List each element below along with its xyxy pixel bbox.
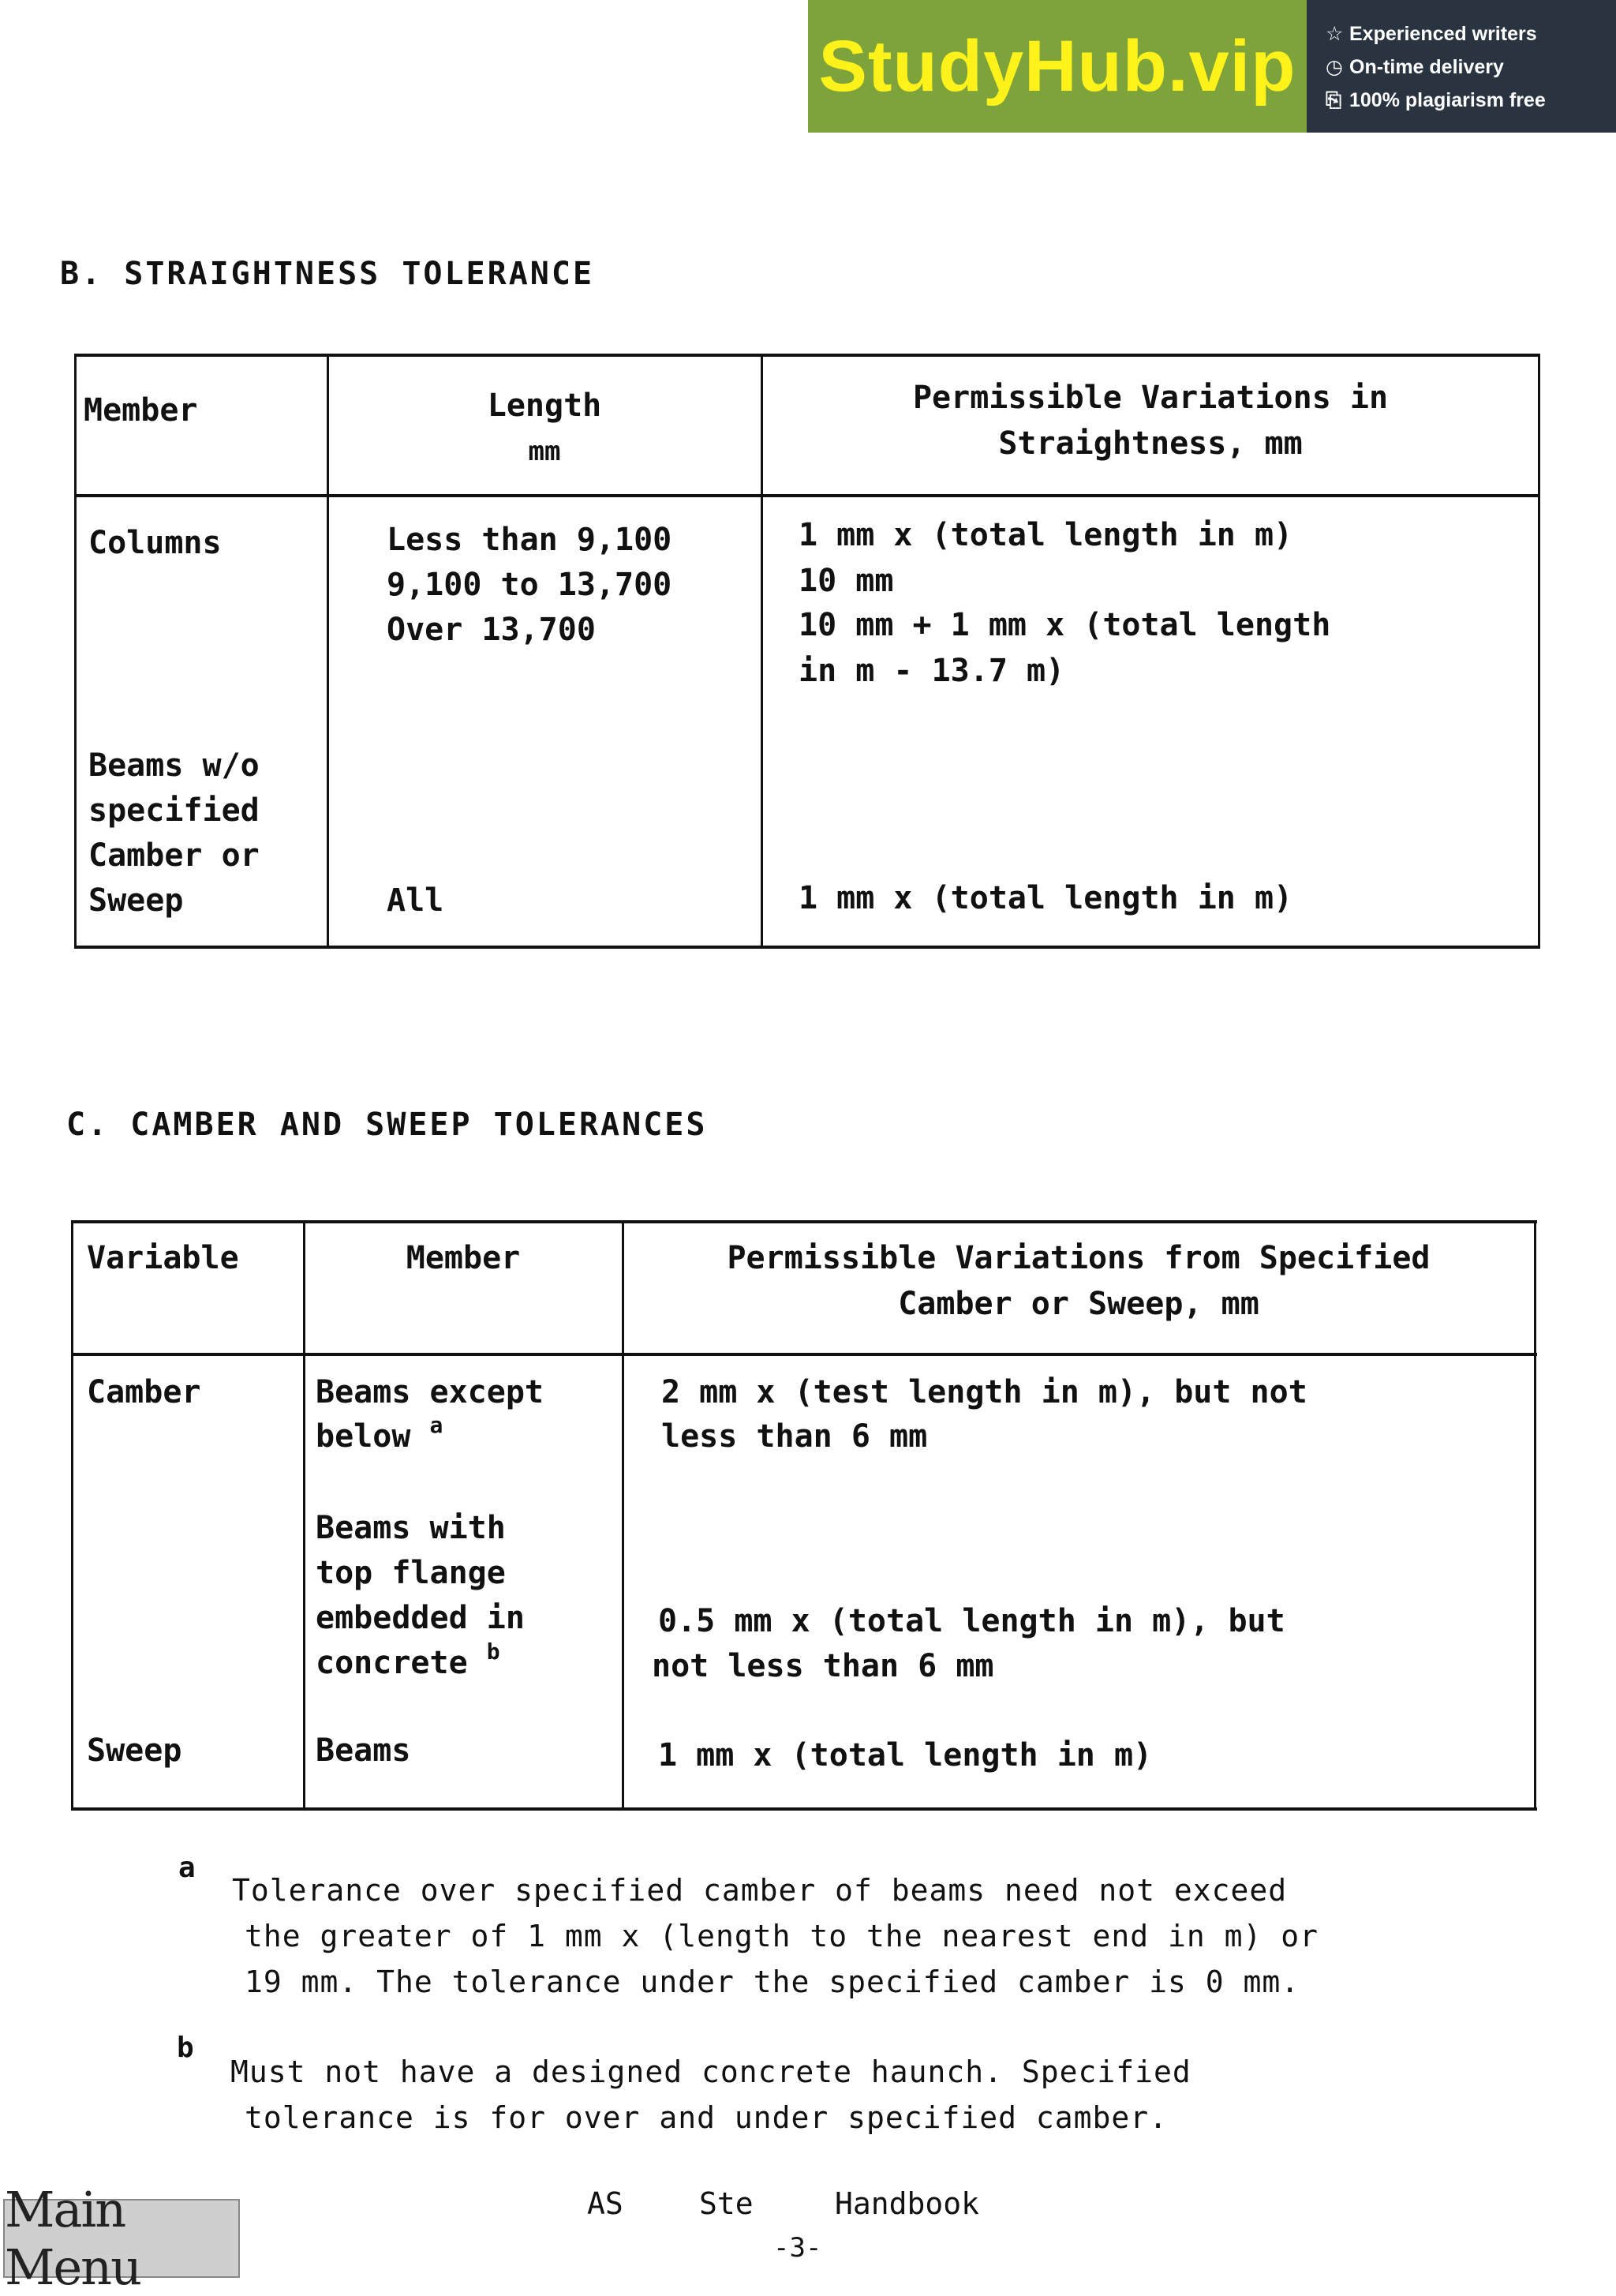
table-border-left [71, 1220, 73, 1811]
feature-plagiarism [1326, 84, 1597, 117]
footnote-text: 19 mm. The tolerance under the specified camber is 0 mm. [245, 1965, 1300, 1999]
member-text: below [316, 1418, 411, 1455]
member-cell: Camber or [88, 837, 260, 874]
header-length-unit: mm [528, 436, 561, 467]
header-length: Length [487, 388, 602, 424]
member-cell: specified [88, 792, 260, 829]
length-cell: All [387, 882, 444, 919]
footer-source: Handbook [835, 2186, 980, 2221]
feature-writers-label: Experienced writers [1349, 23, 1537, 45]
studyhub-banner[interactable] [808, 0, 1616, 133]
footer-source: AS [587, 2186, 623, 2221]
variable-cell: Sweep [87, 1732, 182, 1769]
variation-cell: not less than 6 mm [652, 1648, 994, 1684]
variation-cell: 0.5 mm x (total length in m), but [658, 1603, 1285, 1639]
header-variations-line2: Camber or Sweep, mm [898, 1286, 1259, 1322]
feature-delivery-label: On-time delivery [1349, 56, 1504, 78]
length-cell: Less than 9,100 [387, 522, 672, 558]
main-menu-button[interactable]: Main Menu [3, 2199, 240, 2278]
member-cell: Columns [88, 525, 222, 561]
member-cell [316, 1414, 443, 1459]
footnote-text: tolerance is for over and under specified camber. [245, 2100, 1169, 2135]
member-cell: Beams [316, 1732, 411, 1769]
table-border-right [1538, 354, 1540, 949]
length-cell: 9,100 to 13,700 [387, 567, 672, 603]
member-cell: Beams with [316, 1510, 506, 1546]
member-cell [316, 1641, 500, 1686]
footnote-mark: a [178, 1852, 196, 1884]
variation-cell: 10 mm + 1 mm x (total length [799, 607, 1331, 643]
variation-cell: 1 mm x (total length in m) [658, 1737, 1153, 1774]
header-variable: Variable [87, 1240, 239, 1276]
column-divider [622, 1220, 624, 1811]
feature-plagiarism-label: 100% plagiarism free [1349, 89, 1546, 111]
variation-cell: 2 mm x (test length in m), but not [661, 1374, 1307, 1410]
length-cell: Over 13,700 [387, 612, 596, 648]
variation-cell: 10 mm [799, 563, 894, 599]
column-divider [761, 354, 763, 949]
table-border-bottom [71, 1807, 1537, 1811]
variation-cell: 1 mm x (total length in m) [799, 517, 1293, 553]
banner-features [1307, 0, 1616, 133]
header-divider [74, 494, 1540, 497]
table-border-left [74, 354, 77, 949]
header-divider [71, 1353, 1537, 1356]
header-member: Member [406, 1240, 521, 1276]
header-variations-line2: Straightness, mm [998, 425, 1303, 462]
header-variations: Permissible Variations from Specified [727, 1240, 1431, 1276]
footnote-ref: a [429, 1412, 443, 1438]
member-cell: Beams except [316, 1374, 544, 1410]
studyhub-logo[interactable] [808, 0, 1307, 133]
logo-text: StudyHub.vip [818, 25, 1296, 107]
table-border-bottom [74, 946, 1540, 949]
footnote-text: Tolerance over specified camber of beams need not exceed [232, 1873, 1288, 1908]
member-cell: Beams w/o [88, 747, 260, 784]
member-cell: Sweep [88, 882, 184, 919]
feature-writers [1326, 17, 1597, 51]
column-divider [327, 354, 329, 949]
footnote-mark: b [177, 2032, 194, 2064]
member-cell: embedded in [316, 1600, 525, 1636]
footnote-text: Must not have a designed concrete haunch. Specified [230, 2054, 1191, 2089]
table-border-right [1534, 1220, 1536, 1811]
variation-cell: less than 6 mm [661, 1418, 928, 1455]
header-variations: Permissible Variations in [912, 380, 1389, 416]
footnote-ref: b [486, 1639, 500, 1665]
section-b-title: B. STRAIGHTNESS TOLERANCE [60, 256, 595, 292]
member-text: concrete [316, 1645, 468, 1681]
column-divider [303, 1220, 305, 1811]
star-icon: ☆ [1326, 23, 1344, 45]
document-check-icon: ⎘ [1326, 89, 1342, 111]
variation-cell: 1 mm x (total length in m) [799, 880, 1293, 916]
clock-icon: ◷ [1326, 56, 1343, 78]
variation-cell: in m - 13.7 m) [799, 653, 1065, 689]
member-cell: top flange [316, 1555, 506, 1591]
footnote-text: the greater of 1 mm x (length to the nearest end in m) or [245, 1919, 1319, 1953]
section-c-title: C. CAMBER AND SWEEP TOLERANCES [66, 1107, 708, 1143]
footer-source: Ste [699, 2186, 754, 2221]
table-border-top [71, 1220, 1537, 1223]
feature-delivery [1326, 51, 1597, 84]
header-member: Member [84, 392, 198, 429]
table-border-top [74, 354, 1540, 357]
variable-cell: Camber [87, 1374, 201, 1410]
page-number: -3- [773, 2232, 822, 2264]
